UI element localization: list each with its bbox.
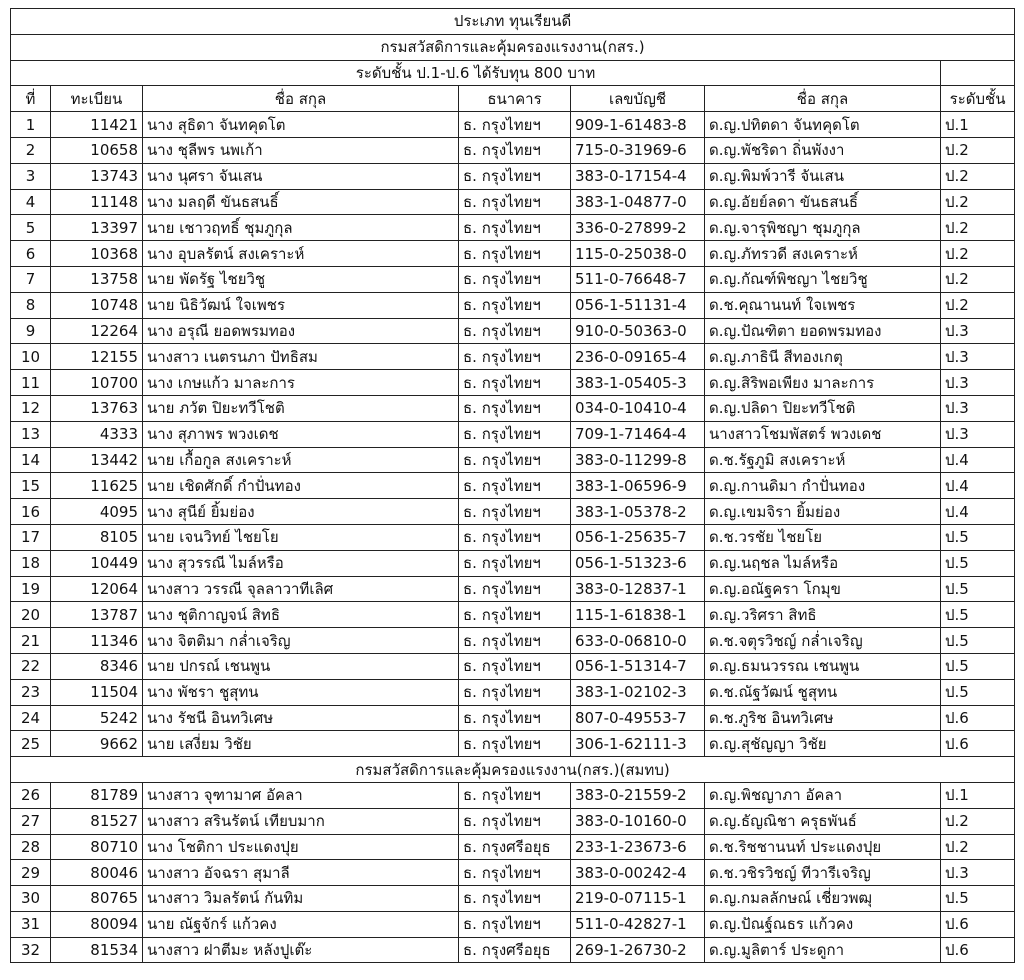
row-number: 15 <box>11 473 51 499</box>
grade-level: ป.5 <box>941 576 1015 602</box>
grade-level: ป.2 <box>941 266 1015 292</box>
parent-name: นาย ภวัต ปิยะทวีโชติ <box>143 395 459 421</box>
parent-name: นาง ชุลีพร นพเก้า <box>143 137 459 163</box>
bank-name: ธ. กรุงไทยฯ <box>459 189 571 215</box>
table-row <box>11 189 1015 215</box>
registration-number: 81789 <box>51 782 143 808</box>
grade-level: ป.2 <box>941 241 1015 267</box>
table-row <box>11 215 1015 241</box>
grade-level: ป.3 <box>941 344 1015 370</box>
registration-number: 8346 <box>51 653 143 679</box>
row-number: 26 <box>11 782 51 808</box>
account-number: 306-1-62111-3 <box>571 731 705 757</box>
title-department: กรมสวัสดิการและคุ้มครองแรงงาน(กสร.) <box>11 34 1015 60</box>
row-number: 17 <box>11 524 51 550</box>
bank-name: ธ. กรุงไทยฯ <box>459 679 571 705</box>
account-number: 383-0-21559-2 <box>571 782 705 808</box>
bank-name: ธ. กรุงไทยฯ <box>459 653 571 679</box>
bank-name: ธ. กรุงไทยฯ <box>459 808 571 834</box>
registration-number: 80046 <box>51 860 143 886</box>
table-row <box>11 163 1015 189</box>
table-row <box>11 137 1015 163</box>
title-level-amount: ระดับชั้น ป.1-ป.6 ได้รับทุน 800 บาท <box>11 60 941 86</box>
bank-name: ธ. กรุงไทยฯ <box>459 705 571 731</box>
table-row <box>11 370 1015 396</box>
table-row <box>11 679 1015 705</box>
section-banner-row <box>11 757 1015 783</box>
grade-level: ป.5 <box>941 886 1015 912</box>
child-name: ด.ญ.พิชญาภา อัคลา <box>705 782 941 808</box>
account-number: 383-1-05405-3 <box>571 370 705 396</box>
col-account-header: เลขบัญชี <box>571 86 705 112</box>
table-row <box>11 705 1015 731</box>
grade-level: ป.2 <box>941 808 1015 834</box>
col-grade-header: ระดับชั้น <box>941 86 1015 112</box>
table-row <box>11 602 1015 628</box>
row-number: 28 <box>11 834 51 860</box>
registration-number: 11625 <box>51 473 143 499</box>
row-number: 12 <box>11 395 51 421</box>
registration-number: 4333 <box>51 421 143 447</box>
account-number: 236-0-09165-4 <box>571 344 705 370</box>
grade-level: ป.2 <box>941 215 1015 241</box>
child-name: ด.ช.คุณานนท์ ใจเพชร <box>705 292 941 318</box>
grade-level: ป.5 <box>941 628 1015 654</box>
parent-name: นาง เกษแก้ว มาละการ <box>143 370 459 396</box>
table-row <box>11 937 1015 963</box>
grade-level: ป.5 <box>941 679 1015 705</box>
bank-name: ธ. กรุงไทยฯ <box>459 550 571 576</box>
grade-level: ป.2 <box>941 292 1015 318</box>
col-parent-name-header: ชื่อ สกุล <box>143 86 459 112</box>
bank-name: ธ. กรุงไทยฯ <box>459 163 571 189</box>
bank-name: ธ. กรุงไทยฯ <box>459 499 571 525</box>
registration-number: 13397 <box>51 215 143 241</box>
table-row <box>11 421 1015 447</box>
child-name: ด.ญ.สุชัญญา วิชัย <box>705 731 941 757</box>
grade-level: ป.5 <box>941 524 1015 550</box>
grade-level: ป.3 <box>941 860 1015 886</box>
bank-name: ธ. กรุงศรีอยุธ <box>459 834 571 860</box>
parent-name: นาง สุธิดา จันทคุดโต <box>143 112 459 138</box>
grade-level: ป.2 <box>941 137 1015 163</box>
section-title-joint: กรมสวัสดิการและคุ้มครองแรงงาน(กสร.)(สมทบ) <box>11 757 1015 783</box>
account-number: 383-1-05378-2 <box>571 499 705 525</box>
account-number: 115-1-61838-1 <box>571 602 705 628</box>
child-name: ด.ญ.อณัฐครา โกมุข <box>705 576 941 602</box>
bank-name: ธ. กรุงไทยฯ <box>459 911 571 937</box>
account-number: 383-0-12837-1 <box>571 576 705 602</box>
parent-name: นางสาว สรินรัตน์ เทียบมาก <box>143 808 459 834</box>
bank-name: ธ. กรุงไทยฯ <box>459 524 571 550</box>
child-name: ด.ญ.พัชริดา ถิ่นพังงา <box>705 137 941 163</box>
child-name: ด.ญ.วริศรา สิทธิ <box>705 602 941 628</box>
grade-level: ป.1 <box>941 782 1015 808</box>
parent-name: นางสาว วิมลรัตน์ กันทิม <box>143 886 459 912</box>
row-number: 29 <box>11 860 51 886</box>
table-row <box>11 860 1015 886</box>
parent-name: นางสาว วรรณี จุลลาวาทีเลิศ <box>143 576 459 602</box>
row-number: 4 <box>11 189 51 215</box>
parent-name: นาง โชติกา ประแดงปุย <box>143 834 459 860</box>
registration-number: 80710 <box>51 834 143 860</box>
child-name: ด.ญ.กมลลักษณ์ เชี่ยวพฒุ <box>705 886 941 912</box>
row-number: 22 <box>11 653 51 679</box>
bank-name: ธ. กรุงไทยฯ <box>459 782 571 808</box>
registration-number: 12264 <box>51 318 143 344</box>
grade-level: ป.2 <box>941 834 1015 860</box>
registration-number: 80765 <box>51 886 143 912</box>
child-name: ด.ญ.ปทิตดา จันทคุดโต <box>705 112 941 138</box>
account-number: 056-1-25635-7 <box>571 524 705 550</box>
account-number: 383-0-00242-4 <box>571 860 705 886</box>
grade-level: ป.4 <box>941 473 1015 499</box>
registration-number: 11504 <box>51 679 143 705</box>
table-row <box>11 447 1015 473</box>
parent-name: นางสาว จุฑามาศ อัคลา <box>143 782 459 808</box>
parent-name: นาย เสงี่ยม วิชัย <box>143 731 459 757</box>
parent-name: นาย เกื้อกูล สงเคราะห์ <box>143 447 459 473</box>
grade-level: ป.5 <box>941 602 1015 628</box>
registration-number: 10700 <box>51 370 143 396</box>
registration-number: 11346 <box>51 628 143 654</box>
row-number: 19 <box>11 576 51 602</box>
account-number: 056-1-51323-6 <box>571 550 705 576</box>
account-number: 219-0-07115-1 <box>571 886 705 912</box>
account-number: 511-0-42827-1 <box>571 911 705 937</box>
account-number: 115-0-25038-0 <box>571 241 705 267</box>
child-name: ด.ญ.กานดิมา กำปั่นทอง <box>705 473 941 499</box>
child-name: ด.ญ.สิริพอเพียง มาละการ <box>705 370 941 396</box>
account-number: 383-0-10160-0 <box>571 808 705 834</box>
row-number: 18 <box>11 550 51 576</box>
bank-name: ธ. กรุงไทยฯ <box>459 886 571 912</box>
parent-name: นาง สุนีย์ ยิ้มย่อง <box>143 499 459 525</box>
row-number: 2 <box>11 137 51 163</box>
child-name: ด.ญ.นฤชล ไมล์หรือ <box>705 550 941 576</box>
bank-name: ธ. กรุงไทยฯ <box>459 473 571 499</box>
account-number: 383-0-11299-8 <box>571 447 705 473</box>
bank-name: ธ. กรุงไทยฯ <box>459 421 571 447</box>
parent-name: นาง รัชนี อินทวิเศษ <box>143 705 459 731</box>
registration-number: 10748 <box>51 292 143 318</box>
parent-name: นาย เชาวฤทธิ์ ชุมภูกุล <box>143 215 459 241</box>
row-number: 23 <box>11 679 51 705</box>
table-row <box>11 731 1015 757</box>
row-number: 31 <box>11 911 51 937</box>
account-number: 511-0-76648-7 <box>571 266 705 292</box>
registration-number: 13743 <box>51 163 143 189</box>
account-number: 383-1-04877-0 <box>571 189 705 215</box>
row-number: 9 <box>11 318 51 344</box>
grade-level: ป.5 <box>941 550 1015 576</box>
registration-number: 5242 <box>51 705 143 731</box>
child-name: ด.ญ.ธัญณิชา ครุธพันธ์ <box>705 808 941 834</box>
registration-number: 4095 <box>51 499 143 525</box>
row-number: 13 <box>11 421 51 447</box>
table-row <box>11 782 1015 808</box>
child-name: ด.ญ.ธมนวรรณ เชนพูน <box>705 653 941 679</box>
registration-number: 12064 <box>51 576 143 602</box>
col-child-name-header: ชื่อ สกุล <box>705 86 941 112</box>
bank-name: ธ. กรุงไทยฯ <box>459 860 571 886</box>
col-no-header: ที่ <box>11 86 51 112</box>
bank-name: ธ. กรุงไทยฯ <box>459 447 571 473</box>
child-name: ด.ญ.ปัณฐ์ณธร แก้วคง <box>705 911 941 937</box>
child-name: ด.ญ.ภัทรวดี สงเคราะห์ <box>705 241 941 267</box>
row-number: 21 <box>11 628 51 654</box>
child-name: ด.ช.วรชัย ไชยโย <box>705 524 941 550</box>
grade-level: ป.3 <box>941 421 1015 447</box>
table-row <box>11 808 1015 834</box>
parent-name: นาย นิธิวัฒน์ ใจเพชร <box>143 292 459 318</box>
account-number: 336-0-27899-2 <box>571 215 705 241</box>
row-number: 14 <box>11 447 51 473</box>
bank-name: ธ. กรุงไทยฯ <box>459 241 571 267</box>
grade-level: ป.5 <box>941 653 1015 679</box>
grade-level: ป.3 <box>941 318 1015 344</box>
table-row <box>11 653 1015 679</box>
bank-name: ธ. กรุงศรีอยุธ <box>459 937 571 963</box>
row-number: 16 <box>11 499 51 525</box>
table-row <box>11 318 1015 344</box>
grade-level: ป.1 <box>941 112 1015 138</box>
child-name: ด.ญ.ปัณฑิตา ยอดพรมทอง <box>705 318 941 344</box>
parent-name: นาง พัชรา ชูสุทน <box>143 679 459 705</box>
registration-number: 11148 <box>51 189 143 215</box>
child-name: นางสาวโชมพัสตร์ พวงเดช <box>705 421 941 447</box>
account-number: 056-1-51131-4 <box>571 292 705 318</box>
registration-number: 10658 <box>51 137 143 163</box>
bank-name: ธ. กรุงไทยฯ <box>459 318 571 344</box>
bank-name: ธ. กรุงไทยฯ <box>459 112 571 138</box>
table-row <box>11 112 1015 138</box>
grade-level: ป.4 <box>941 499 1015 525</box>
registration-number: 13763 <box>51 395 143 421</box>
row-number: 11 <box>11 370 51 396</box>
registration-number: 81527 <box>51 808 143 834</box>
table-row <box>11 886 1015 912</box>
table-row <box>11 550 1015 576</box>
row-number: 5 <box>11 215 51 241</box>
title-empty-cell <box>941 60 1015 86</box>
table-row <box>11 344 1015 370</box>
parent-name: นาง จิตติมา กล่ำเจริญ <box>143 628 459 654</box>
registration-number: 9662 <box>51 731 143 757</box>
account-number: 910-0-50363-0 <box>571 318 705 344</box>
account-number: 056-1-51314-7 <box>571 653 705 679</box>
child-name: ด.ญ.กัณฑ์พิชญา ไชยวิชู <box>705 266 941 292</box>
parent-name: นาย พัดรัฐ ไชยวิชู <box>143 266 459 292</box>
row-number: 30 <box>11 886 51 912</box>
row-number: 3 <box>11 163 51 189</box>
parent-name: นาง มลฤดี ขันธสนธิ์ <box>143 189 459 215</box>
child-name: ด.ช.ภูริช อินทวิเศษ <box>705 705 941 731</box>
grade-level: ป.6 <box>941 731 1015 757</box>
child-name: ด.ช.ริชชานนท์ ประแดงปุย <box>705 834 941 860</box>
col-reg-header: ทะเบียน <box>51 86 143 112</box>
child-name: ด.ญ.อัยย์ลดา ขันธสนธิ์ <box>705 189 941 215</box>
child-name: ด.ญ.ปลิดา ปิยะทวีโชติ <box>705 395 941 421</box>
grade-level: ป.6 <box>941 705 1015 731</box>
table-row <box>11 576 1015 602</box>
row-number: 27 <box>11 808 51 834</box>
table-row <box>11 834 1015 860</box>
row-number: 7 <box>11 266 51 292</box>
registration-number: 13442 <box>51 447 143 473</box>
row-number: 10 <box>11 344 51 370</box>
parent-name: นาง สุภาพร พวงเดช <box>143 421 459 447</box>
grade-level: ป.6 <box>941 937 1015 963</box>
parent-name: นางสาว ฝาตีมะ หลังปูเต๊ะ <box>143 937 459 963</box>
registration-number: 12155 <box>51 344 143 370</box>
account-number: 383-0-17154-4 <box>571 163 705 189</box>
bank-name: ธ. กรุงไทยฯ <box>459 344 571 370</box>
child-name: ด.ญ.มูลิตาร์ ประดูกา <box>705 937 941 963</box>
bank-name: ธ. กรุงไทยฯ <box>459 370 571 396</box>
grade-level: ป.4 <box>941 447 1015 473</box>
child-name: ด.ญ.ภาธินี สีทองเกตุ <box>705 344 941 370</box>
title-category: ประเภท ทุนเรียนดี <box>11 9 1015 35</box>
table-row <box>11 266 1015 292</box>
child-name: ด.ช.วชิรวิชญ์ ทีวารีเจริญ <box>705 860 941 886</box>
grade-level: ป.3 <box>941 370 1015 396</box>
table-row <box>11 241 1015 267</box>
row-number: 32 <box>11 937 51 963</box>
parent-name: นางสาว เนตรนภา ปัทธิสม <box>143 344 459 370</box>
account-number: 807-0-49553-7 <box>571 705 705 731</box>
column-header-row <box>11 86 1015 112</box>
col-bank-header: ธนาคาร <box>459 86 571 112</box>
parent-name: นาง ชุติกาญจน์ สิทธิ <box>143 602 459 628</box>
parent-name: นาย เจนวิทย์ ไชยโย <box>143 524 459 550</box>
registration-number: 13758 <box>51 266 143 292</box>
child-name: ด.ช.ณัฐวัฒน์ ชูสุทน <box>705 679 941 705</box>
parent-name: นาง สุวรรณี ไมล์หรือ <box>143 550 459 576</box>
row-number: 20 <box>11 602 51 628</box>
registration-number: 11421 <box>51 112 143 138</box>
child-name: ด.ญ.เขมจิรา ยิ้มย่อง <box>705 499 941 525</box>
account-number: 269-1-26730-2 <box>571 937 705 963</box>
bank-name: ธ. กรุงไทยฯ <box>459 266 571 292</box>
parent-name: นาย ปกรณ์ เชนพูน <box>143 653 459 679</box>
account-number: 909-1-61483-8 <box>571 112 705 138</box>
table-row <box>11 395 1015 421</box>
parent-name: นาง อรุณี ยอดพรมทอง <box>143 318 459 344</box>
bank-name: ธ. กรุงไทยฯ <box>459 292 571 318</box>
grade-level: ป.2 <box>941 163 1015 189</box>
registration-number: 10449 <box>51 550 143 576</box>
parent-name: นางสาว อัจฉรา สุมาลี <box>143 860 459 886</box>
registration-number: 13787 <box>51 602 143 628</box>
table-row <box>11 524 1015 550</box>
table-row <box>11 628 1015 654</box>
registration-number: 80094 <box>51 911 143 937</box>
row-number: 6 <box>11 241 51 267</box>
bank-name: ธ. กรุงไทยฯ <box>459 215 571 241</box>
account-number: 233-1-23673-6 <box>571 834 705 860</box>
registration-number: 81534 <box>51 937 143 963</box>
table-row <box>11 473 1015 499</box>
row-number: 25 <box>11 731 51 757</box>
grade-level: ป.2 <box>941 189 1015 215</box>
account-number: 709-1-71464-4 <box>571 421 705 447</box>
parent-name: นาง อุบลรัตน์ สงเคราะห์ <box>143 241 459 267</box>
parent-name: นาย ณัฐจักร์ แก้วคง <box>143 911 459 937</box>
grade-level: ป.6 <box>941 911 1015 937</box>
account-number: 715-0-31969-6 <box>571 137 705 163</box>
bank-name: ธ. กรุงไทยฯ <box>459 137 571 163</box>
bank-name: ธ. กรุงไทยฯ <box>459 395 571 421</box>
row-number: 24 <box>11 705 51 731</box>
bank-name: ธ. กรุงไทยฯ <box>459 576 571 602</box>
child-name: ด.ช.รัฐภูมิ สงเคราะห์ <box>705 447 941 473</box>
row-number: 8 <box>11 292 51 318</box>
bank-name: ธ. กรุงไทยฯ <box>459 731 571 757</box>
account-number: 034-0-10410-4 <box>571 395 705 421</box>
table-row <box>11 499 1015 525</box>
row-number: 1 <box>11 112 51 138</box>
bank-name: ธ. กรุงไทยฯ <box>459 602 571 628</box>
account-number: 383-1-06596-9 <box>571 473 705 499</box>
registration-number: 10368 <box>51 241 143 267</box>
child-name: ด.ช.จตุรวิชญ์ กล่ำเจริญ <box>705 628 941 654</box>
account-number: 383-1-02102-3 <box>571 679 705 705</box>
registration-number: 8105 <box>51 524 143 550</box>
table-row <box>11 911 1015 937</box>
account-number: 633-0-06810-0 <box>571 628 705 654</box>
table-row <box>11 292 1015 318</box>
child-name: ด.ญ.พิมพ์วารี จันเสน <box>705 163 941 189</box>
grade-level: ป.3 <box>941 395 1015 421</box>
bank-name: ธ. กรุงไทยฯ <box>459 628 571 654</box>
parent-name: นาย เชิดศักดิ์ กำปั่นทอง <box>143 473 459 499</box>
parent-name: นาง นุศรา จันเสน <box>143 163 459 189</box>
scholarship-table <box>10 8 1015 963</box>
scholarship-sheet <box>10 8 1014 963</box>
child-name: ด.ญ.จารุพิชญา ชุมภูกุล <box>705 215 941 241</box>
